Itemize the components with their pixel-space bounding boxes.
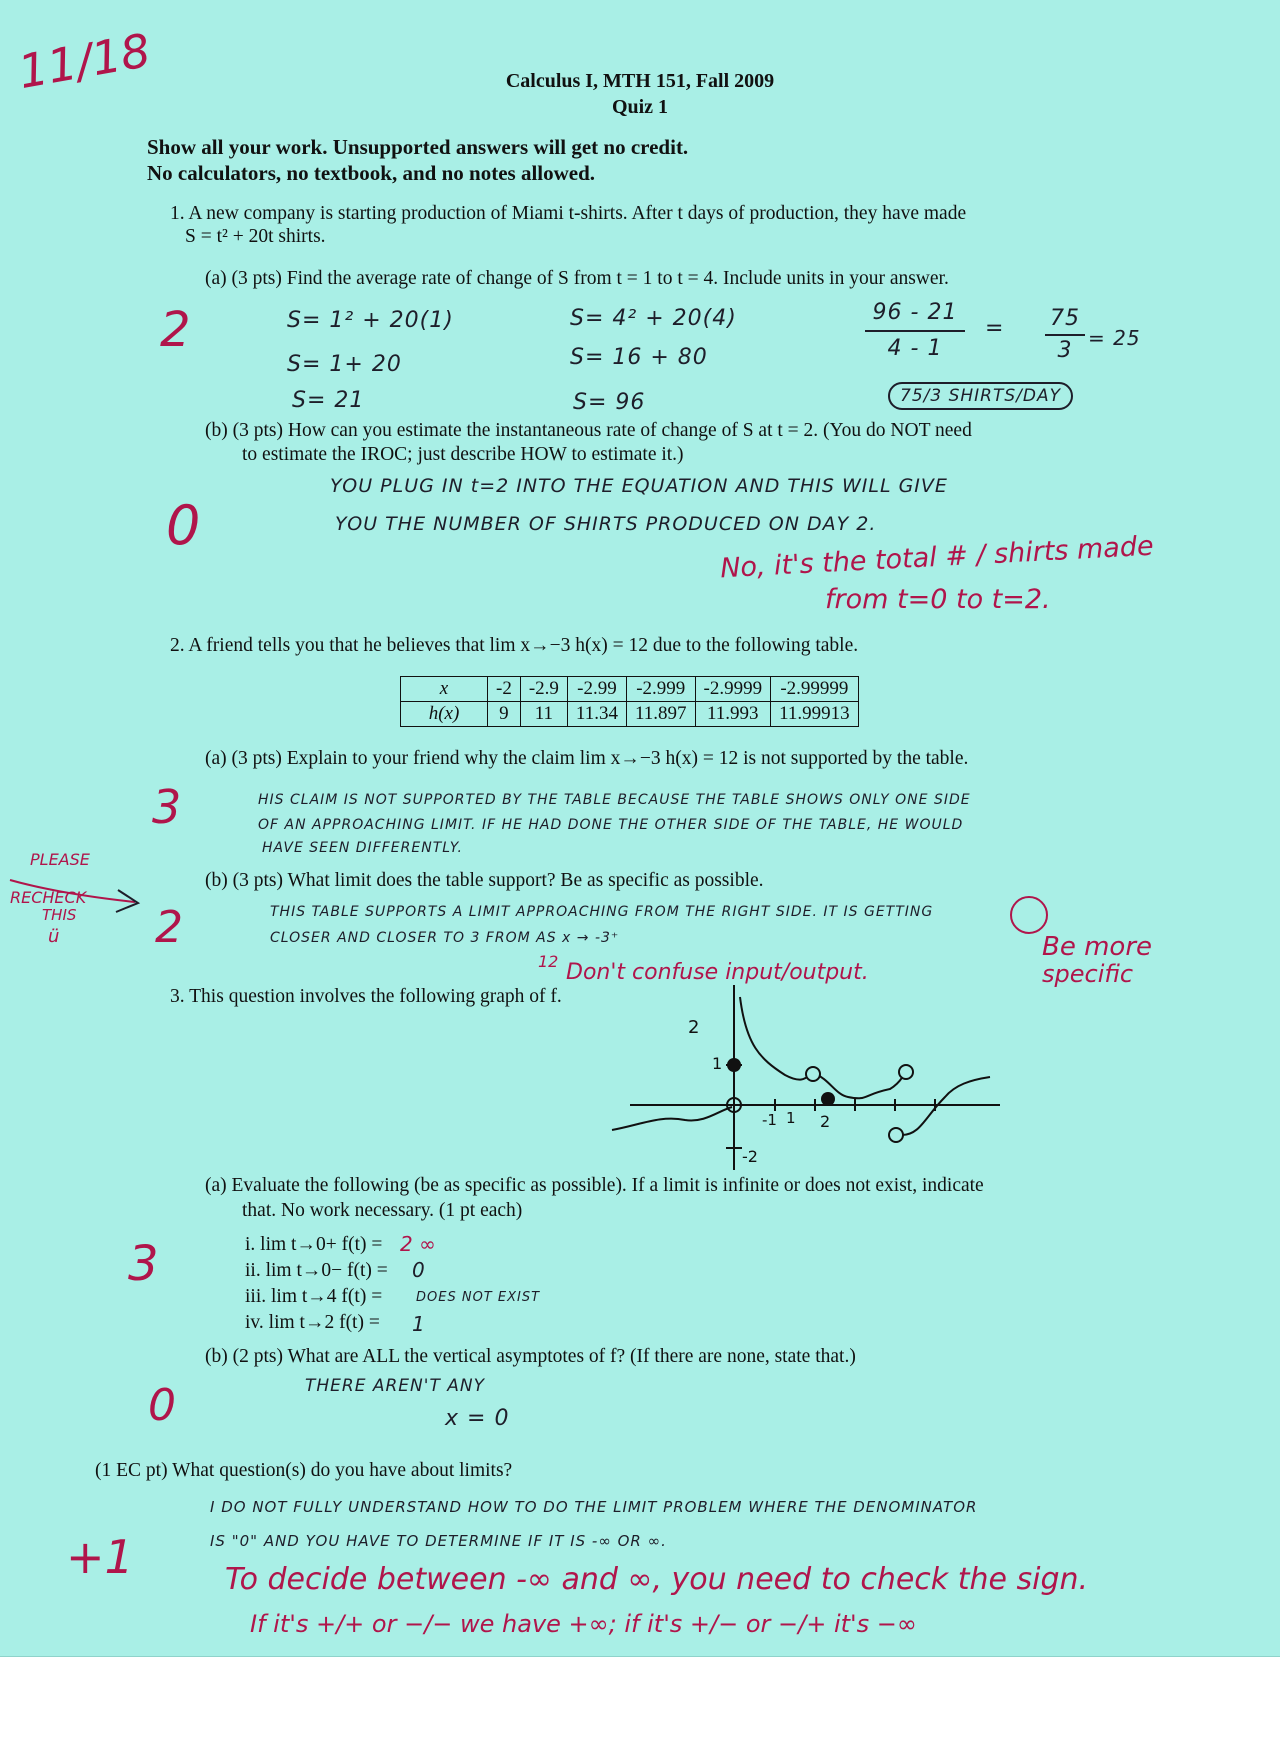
q1b-answer-2: YOU THE NUMBER OF SHIRTS PRODUCED ON DAY 2. bbox=[335, 513, 877, 535]
q1b-comment-2: from t=0 to t=2. bbox=[825, 584, 1051, 615]
ec-answer-2: IS "0" AND YOU HAVE TO DETERMINE IF IT IS -∞ OR ∞. bbox=[210, 1532, 667, 1550]
q2b-circled-it bbox=[1010, 896, 1048, 934]
q3a-score: 3 bbox=[128, 1236, 159, 1292]
q1-work-r3: S= 96 bbox=[573, 390, 646, 415]
graph-open-point bbox=[899, 1065, 913, 1079]
graph-asymptote-branch bbox=[740, 997, 810, 1080]
q2-table-cell: -2.9 bbox=[520, 677, 567, 702]
margin-note-this: THIS bbox=[42, 906, 77, 924]
q3-graph bbox=[600, 985, 1010, 1170]
q2-table-cell: 11.34 bbox=[567, 702, 626, 727]
q3a-text-1: (a) Evaluate the following (be as specific as possible). If a limit is infinite or does not exist, indicate bbox=[205, 1175, 984, 1196]
q2-table-cell: -2.9999 bbox=[695, 677, 771, 702]
q2-table-cell: 11.993 bbox=[695, 702, 771, 727]
q3a-item-label: iii. lim t→4 f(t) = bbox=[245, 1286, 383, 1307]
q3b-score: 0 bbox=[148, 1380, 176, 1431]
graph-open-point bbox=[889, 1128, 903, 1142]
total-score: 11/18 bbox=[14, 22, 155, 100]
q2-table-cell: -2.99999 bbox=[771, 677, 859, 702]
q2a-answer-1: HIS CLAIM IS NOT SUPPORTED BY THE TABLE BECAUSE THE TABLE SHOWS ONLY ONE SIDE bbox=[258, 792, 971, 808]
q1-work-l1: S= 1² + 20(1) bbox=[287, 308, 454, 333]
q3a-item-answer: DOES NOT EXIST bbox=[416, 1290, 541, 1305]
q1-work-r1: S= 4² + 20(4) bbox=[570, 306, 737, 331]
q1b-answer-1: YOU PLUG IN t=2 INTO THE EQUATION AND THIS WILL GIVE bbox=[330, 475, 948, 497]
q2b-comment-1: Be more bbox=[1042, 932, 1153, 962]
q3a-item-label: i. lim t→0+ f(t) = bbox=[245, 1234, 383, 1255]
q1-eq: = bbox=[985, 316, 1005, 341]
q1b-comment-1: No, it's the total # / shirts made bbox=[719, 530, 1155, 585]
q2a-answer-3: HAVE SEEN DIFFERENTLY. bbox=[262, 840, 463, 856]
q1-text-1: 1. A new company is starting production of Miami t-shirts. After t days of production, they have made bbox=[170, 203, 967, 224]
graph-label-x1: 1 bbox=[786, 1109, 796, 1127]
q2-table-cell: 9 bbox=[488, 702, 521, 727]
graph-left-branch bbox=[612, 1107, 732, 1130]
q3b-answer-2: x = 0 bbox=[445, 1406, 510, 1431]
q1-work-r2: S= 16 + 80 bbox=[570, 345, 708, 370]
q2-table-cell: 11.99913 bbox=[771, 702, 859, 727]
margin-arrow-icon bbox=[0, 860, 160, 930]
q1-frac2-num: 75 bbox=[1050, 306, 1080, 331]
q3a-text-2: that. No work necessary. (1 pt each) bbox=[242, 1200, 523, 1221]
q2-text: 2. A friend tells you that he believes that lim x→−3 h(x) = 12 due to the following table. bbox=[170, 635, 859, 656]
ec-answer-1: I DO NOT FULLY UNDERSTAND HOW TO DO THE LIMIT PROBLEM WHERE THE DENOMINATOR bbox=[210, 1498, 978, 1516]
q2b-answer-1: THIS TABLE SUPPORTS A LIMIT APPROACHING FROM THE RIGHT SIDE. IT IS GETTING bbox=[270, 904, 934, 920]
q1b-text-1: (b) (3 pts) How can you estimate the instantaneous rate of change of S at t = 2. (You do NOT need bbox=[205, 420, 972, 441]
q3b-answer-1: THERE AREN'T ANY bbox=[305, 1376, 485, 1396]
q3a-item-answer: 2 ∞ bbox=[400, 1232, 436, 1256]
q2b-comment-2: specific bbox=[1042, 960, 1134, 988]
q2-table-cell: -2.99 bbox=[567, 677, 626, 702]
instructions-line-2: No calculators, no textbook, and no notes allowed. bbox=[147, 161, 596, 185]
q1a-score: 2 bbox=[160, 302, 191, 358]
q3a-item-label: ii. lim t→0− f(t) = bbox=[245, 1260, 388, 1281]
q2-table-cell: h(x) bbox=[401, 702, 488, 727]
q3-text: 3. This question involves the following graph of f. bbox=[170, 986, 562, 1007]
q1a-text: (a) (3 pts) Find the average rate of change of S from t = 1 to t = 4. Include units in your answer. bbox=[205, 268, 949, 289]
graph-filled-point bbox=[821, 1092, 835, 1106]
q2-table-value-row bbox=[401, 702, 859, 727]
instructions-line-1: Show all your work. Unsupported answers will get no credit. bbox=[147, 135, 689, 159]
graph-label-xm1: -1 bbox=[762, 1111, 777, 1129]
q1-work-l2: S= 1+ 20 bbox=[287, 352, 402, 377]
q2-table-cell: -2 bbox=[488, 677, 521, 702]
graph-open-point bbox=[806, 1067, 820, 1081]
q2a-answer-2: OF AN APPROACHING LIMIT. IF HE HAD DONE THE OTHER SIDE OF THE TABLE, HE WOULD bbox=[258, 817, 964, 833]
q1-eq2: = 25 bbox=[1088, 326, 1141, 350]
q1-frac-den: 4 - 1 bbox=[887, 336, 943, 361]
margin-smile: ü bbox=[48, 926, 60, 947]
q2-table-cell: 11 bbox=[520, 702, 567, 727]
q1-frac-bar bbox=[865, 330, 965, 332]
margin-note-recheck: RECHECK bbox=[10, 888, 87, 907]
graph-label-y1: 1 bbox=[712, 1054, 723, 1073]
q2b-score: 2 bbox=[155, 902, 183, 953]
q1b-score: 0 bbox=[166, 494, 201, 557]
quiz-subtitle: Quiz 1 bbox=[611, 96, 669, 118]
q1-frac2-den: 3 bbox=[1057, 338, 1073, 363]
q1-frac2-bar bbox=[1045, 334, 1085, 336]
q2b-answer-2: CLOSER AND CLOSER TO 3 FROM AS x → -3⁺ bbox=[270, 930, 620, 946]
ec-score: +1 bbox=[66, 1530, 134, 1584]
q3b-text: (b) (2 pts) What are ALL the vertical asymptotes of f? (If there are none, state that.) bbox=[205, 1346, 856, 1367]
q3a-item-label: iv. lim t→2 f(t) = bbox=[245, 1312, 380, 1333]
graph-label-x2: 2 bbox=[820, 1112, 831, 1131]
q2a-text: (a) (3 pts) Explain to your friend why the claim lim x→−3 h(x) = 12 is not supported by the table. bbox=[205, 748, 969, 769]
q1-boxed-answer: 75/3 SHIRTS/DAY bbox=[888, 382, 1073, 410]
q3a-item-answer: 0 bbox=[412, 1258, 426, 1282]
q2-table-cell: -2.999 bbox=[626, 677, 695, 702]
ec-text: (1 EC pt) What question(s) do you have about limits? bbox=[95, 1460, 513, 1481]
q1b-text-2: to estimate the IROC; just describe HOW to estimate it.) bbox=[242, 444, 684, 465]
margin-note-please: PLEASE bbox=[30, 850, 90, 869]
graph-label-y2: 2 bbox=[688, 1017, 700, 1038]
q2b-text: (b) (3 pts) What limit does the table support? Be as specific as possible. bbox=[205, 870, 764, 891]
q2b-comment-3: Don't confuse input/output. bbox=[566, 960, 869, 985]
q2-table-cell: 11.897 bbox=[626, 702, 695, 727]
quiz-title: Calculus I, MTH 151, Fall 2009 bbox=[505, 70, 775, 92]
q3a-item-answer: 1 bbox=[412, 1312, 426, 1336]
ec-comment-2: If it's +/+ or −/− we have +∞; if it's +/− or −/+ it's −∞ bbox=[250, 1610, 917, 1638]
q1-text-2: S = t² + 20t shirts. bbox=[185, 226, 326, 247]
q2-table bbox=[400, 676, 859, 727]
q1-work-l3: S= 21 bbox=[292, 388, 365, 413]
q1-frac-num: 96 - 21 bbox=[872, 300, 958, 325]
graph-label-ym2: -2 bbox=[742, 1147, 758, 1166]
q2b-insert: 12 bbox=[538, 952, 559, 971]
q2a-score: 3 bbox=[152, 780, 182, 834]
ec-comment-1: To decide between -∞ and ∞, you need to check the sign. bbox=[225, 1562, 1089, 1597]
q2-table-cell: x bbox=[401, 677, 488, 702]
q2-table-header-row bbox=[401, 677, 859, 702]
graph-filled-point bbox=[727, 1058, 741, 1072]
